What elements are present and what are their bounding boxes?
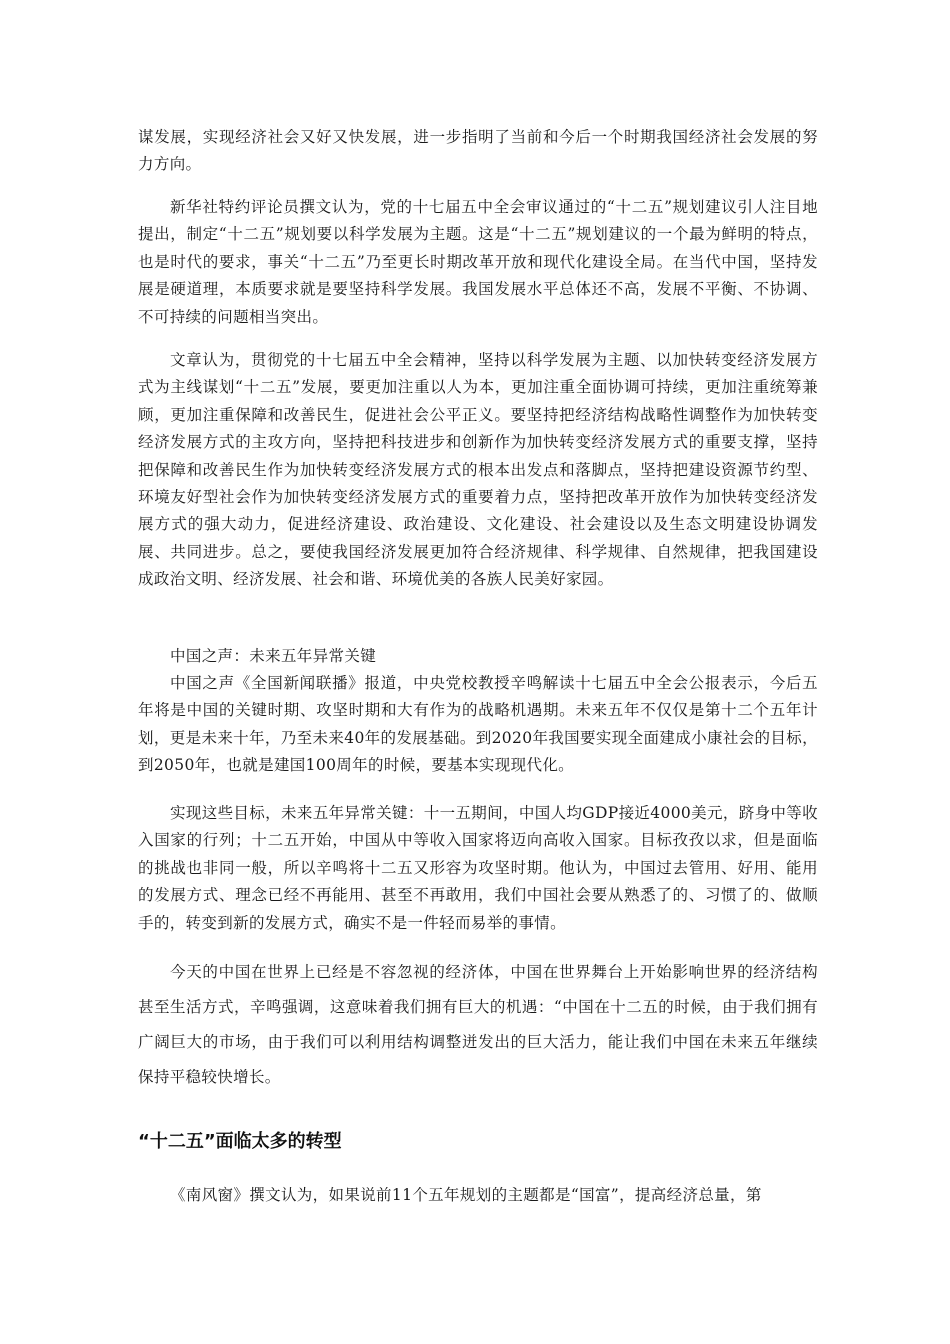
paragraph-continuation: 谋发展，实现经济社会又好又快发展，进一步指明了当前和今后一个时期我国经济社会发展的努力方向。 xyxy=(138,128,818,174)
paragraph-article-view: 文章认为，贯彻党的十七届五中全会精神，坚持以科学发展为主题、以加快转变经济发展方式为主线谋划“十二五”发展，要更加注重以人为本，更加注重全面协调可持续，更加注重统筹兼顾，更加注重保障和改善民生，促进社会公平正义。要坚持把经济结构战略性调整作为加快转变经济发展方式的主攻方向，坚持把科技进步和创新作为加快转变经济发展方式的重要支撑，坚持把保障和改善民生作为加快转变经济发展方式的根本出发点和落脚点，坚持把建设资源节约型、环境友好型社会作为加快转变经济发展方式的重要着力点，坚持把改革开放作为加快转变经济发展方式的强大动力，促进经济建设、政治建设、文化建设、社会建设以及生态文明建设协调发展、共同进步。总之，要使我国经济发展更加符合经济规律、科学规律、自然规律，把我国建设成政治文明、经济发展、社会和谐、环境优美的各族人民美好家园。 xyxy=(138,351,818,589)
paragraph-xinhua-commentary: 新华社特约评论员撰文认为，党的十七届五中全会审议通过的“十二五”规划建议引人注目地提出，制定“十二五”规划要以科学发展为主题。这是“十二五”规划建议的一个最为鲜明的特点，也是时代的要求，事关“十二五”乃至更长时期改革开放和现代化建设全局。在当代中国，坚持发展是硬道理，本质要求就是要坚持科学发展。我国发展水平总体还不高，发展不平衡、不协调、不可持续的问题相当突出。 xyxy=(138,198,818,326)
subheading-china-voice: 中国之声：未来五年异常关键 xyxy=(170,647,377,665)
paragraph-goals: 实现这些目标，未来五年异常关键：十一五期间，中国人均GDP接近4000美元，跻身中等收入国家的行列；十二五开始，中国从中等收入国家将迈向高收入国家。目标孜孜以求，但是面临的挑战也非同一般，所以辛鸣将十二五又形容为攻坚时期。他认为，中国过去管用、好用、能用的发展方式、理念已经不再能用、甚至不再敢用，我们中国社会要从熟悉了的、习惯了的、做顺手的，转变到新的发展方式，确实不是一件轻而易举的事情。 xyxy=(138,804,818,932)
paragraph-china-voice-report: 中国之声《全国新闻联播》报道，中央党校教授辛鸣解读十七届五中全会公报表示，今后五年将是中国的关键时期、攻坚时期和大有作为的战略机遇期。未来五年不仅仅是第十二个五年计划，更是未来十年，乃至未来40年的发展基础。到2020年我国要实现全面建成小康社会的目标，到2050年，也就是建国100周年的时候，要基本实现现代化。 xyxy=(138,674,818,775)
section-heading: “十二五”面临太多的转型 xyxy=(138,1131,342,1152)
paragraph-opportunity: 今天的中国在世界上已经是不容忽视的经济体，中国在世界舞台上开始影响世界的经济结构甚至生活方式，辛鸣强调，这意味着我们拥有巨大的机遇：“中国在十二五的时候，由于我们拥有广阔巨大的市场，由于我们可以利用结构调整迸发出的巨大活力，能让我们中国在未来五年继续保持平稳较快增长。 xyxy=(138,963,818,1086)
paragraph-nanfengchuang: 《南风窗》撰文认为，如果说前11个五年规划的主题都是“国富”，提高经济总量，第 xyxy=(170,1186,762,1204)
